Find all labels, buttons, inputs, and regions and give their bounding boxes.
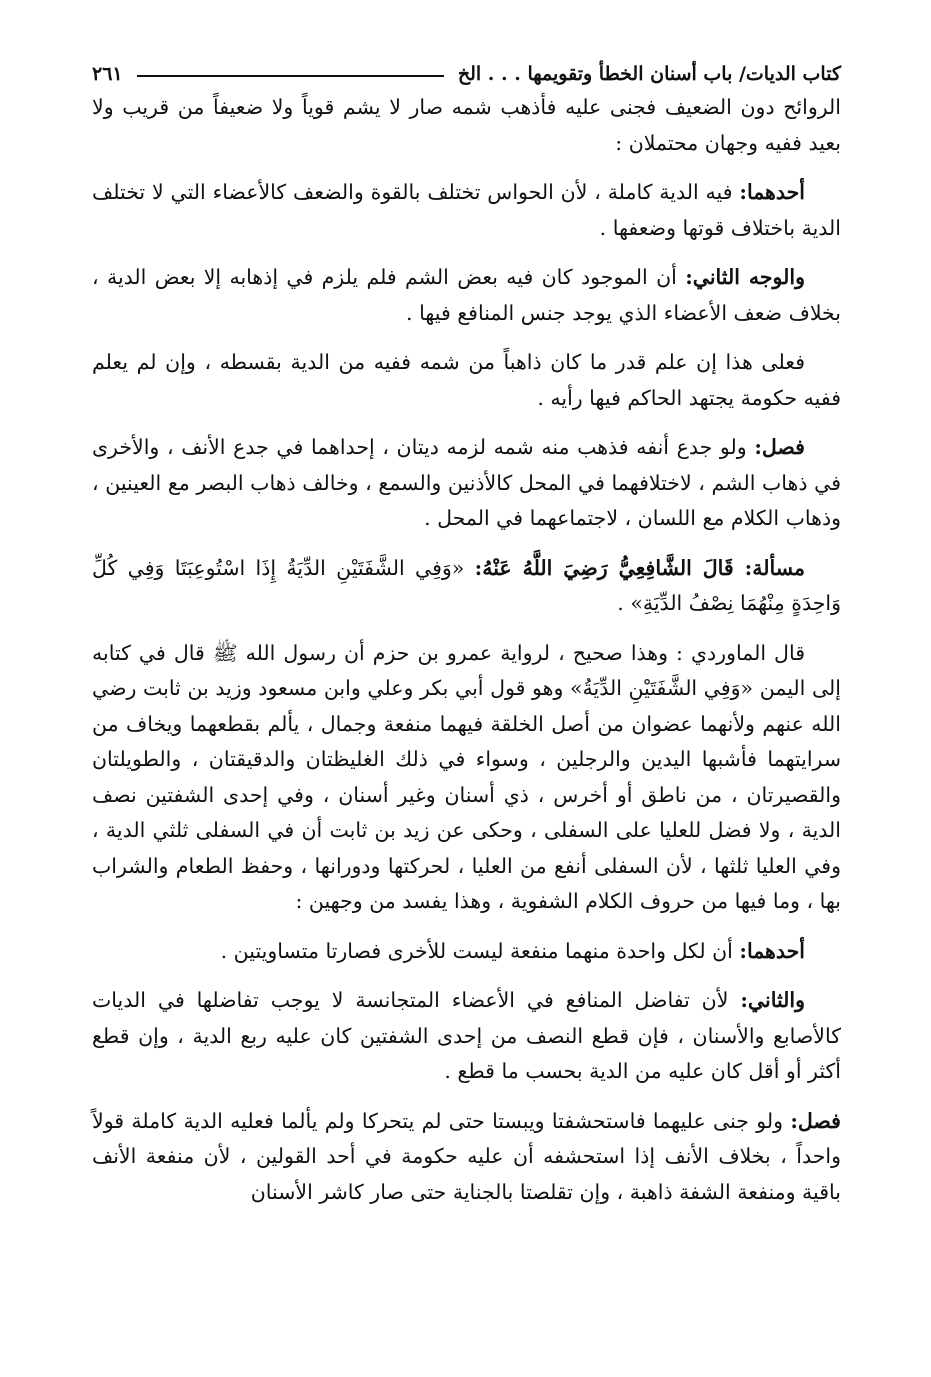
- paragraph-continuation: [92, 90, 841, 161]
- header-rule: [137, 75, 444, 77]
- paragraph-second-view: [92, 260, 841, 331]
- paragraph-text: ولو جنى عليهما فاستحشفتا ويبستا حتى لم يتحركا ولم يألما فعليه الدية كاملة قولاً واحداً ، بخلاف الأنف إذا استحشفه أن عليه حكومة في أحد القولين ، لأن منفعة الأنف باقية ومنفعة الشفة ذاهبة ، وإن تقلصتا بالجناية حتى صار كاشر الأسنان: [92, 1108, 841, 1204]
- paragraph-consequence: [92, 345, 841, 416]
- paragraph-lead: أحدهما:: [739, 938, 805, 963]
- paragraph-lead: أحدهما:: [739, 180, 805, 204]
- paragraph-lead: فصل:: [790, 1108, 841, 1133]
- paragraph-text: قال الماوردي : وهذا صحيح ، لرواية عمرو بن حزم أن رسول الله ﷺ قال في كتابه إلى اليمن «وَفِي الشَّفَتَيْنِ الدِّيَةُ» وهو قول أبي بكر وعلي وابن مسعود وزيد بن ثابت رضي الله عنهم ولأنهما عضوان من أصل الخلقة فيهما منفعة وجمال ، يألم بقطعهما ويخاف من سرايتهما فأشبها اليدين والرجلين ، وسواء في ذلك الغليظتان والدقيقتان ، والطويلتان والقصيرتان ، من ناطق أو أخرس ، ذي أسنان وغير أسنان ، وفي إحدى الشفتين نصف الدية ، ولا فضل للعليا على السفلى ، وحكى عن زيد بن ثابت أن في السفلى ثلثي الدية ، وفي العليا ثلثها ، لأن السفلى أنفع من العليا ، لحركتها ودورانها ، وحفظ الطعام والشراب بها ، وما فيها من حروف الكلام الشفوية ، وهذا يفسد من وجهين :: [92, 640, 841, 913]
- paragraph-lead: فصل:: [754, 435, 805, 459]
- paragraph-issue-lips: [92, 551, 841, 622]
- running-title: كتاب الديات/ باب أسنان الخطأ وتقويمها . . . الخ: [457, 63, 841, 85]
- paragraph-text: الروائح دون الضعيف فجنى عليه فأذهب شمه صار لا يشم قوياً ولا ضعيفاً من قريب ولا بعيد ففيه وجهان محتملان :: [92, 95, 841, 155]
- paragraph-text: فعلى هذا إن علم قدر ما كان ذاهباً من شمه ففيه من الدية بقسطه ، وإن لم يعلم ففيه حكومة يجتهد الحاكم فيها رأيه .: [92, 350, 841, 410]
- paragraph-lead: والثاني:: [740, 988, 805, 1012]
- paragraph-lead: والوجه الثاني:: [685, 265, 805, 289]
- paragraph-text: لأن تفاضل المنافع في الأعضاء المتجانسة لا يوجب تفاضلها في الديات كالأصابع والأسنان ، فإن قطع النصف من إحدى الشفتين كان عليه ربع الدية ، وإن قطع أكثر أو أقل كان عليه من الدية بحسب ما قطع .: [92, 988, 841, 1083]
- paragraph-section-nose: [92, 430, 841, 537]
- paragraph-section-lips-injury: [92, 1104, 841, 1211]
- paragraph-second-reason: [92, 983, 841, 1090]
- running-header: [92, 58, 841, 90]
- paragraph-first-view: [92, 175, 841, 246]
- paragraph-text: «وَفِي الشَّفَتَيْنِ الدِّيَةُ إِذَا اسْتُوعِبَتَا وَفِي كُلِّ وَاحِدَةٍ مِنْهُمَا نِصْفُ الدِّيَةِ» .: [92, 555, 841, 615]
- paragraph-text: أن الموجود كان فيه بعض الشم فلم يلزم في إذهابه إلا بعض الدية ، بخلاف ضعف الأعضاء الذي يوجد جنس المنافع فيها .: [92, 265, 841, 325]
- page-number: ٢٦١: [92, 63, 123, 85]
- paragraph-mawardi-commentary: [92, 636, 841, 920]
- paragraph-text: فيه الدية كاملة ، لأن الحواس تختلف بالقوة والضعف كالأعضاء التي لا تختلف الدية باختلاف قوتها وضعفها .: [92, 180, 841, 240]
- paragraph-lead: مسألة: قَالَ الشَّافِعِيُّ رَضِيَ اللَّهُ عَنْهُ:: [474, 555, 805, 580]
- paragraph-text: ولو جدع أنفه فذهب منه شمه لزمه ديتان ، إحداهما في جدع الأنف ، والأخرى في ذهاب الشم ، لاختلافهما في المحل كالأذنين والسمع ، وخالف ذهاب البصر مع العينين ، وذهاب الكلام مع اللسان ، لاجتماعهما في المحل .: [92, 435, 841, 530]
- paragraph-text: أن لكل واحدة منهما منفعة ليست للأخرى فصارتا متساويتين .: [220, 938, 733, 963]
- paragraph-first-reason: [92, 934, 841, 970]
- page-body: [92, 90, 841, 1210]
